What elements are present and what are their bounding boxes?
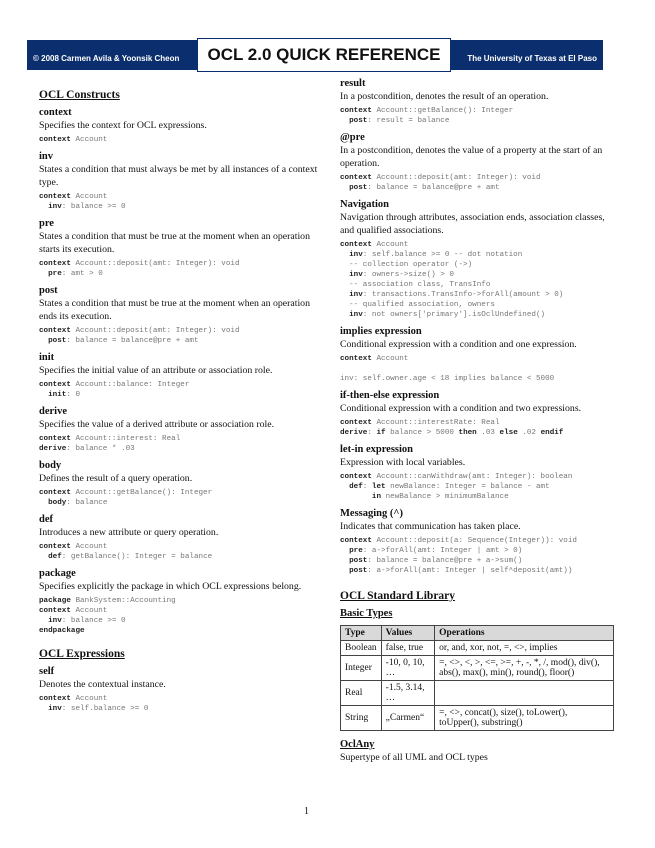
construct-code-example: context Account::balance: Integer init: 0 [39, 381, 190, 399]
expression-code-example: context Account::interestRate: Real derive: if balance > 5000 then .03 else .02 endif [340, 419, 564, 437]
copyright: © 2008 Carmen Avila & Yoonsik Cheon [33, 54, 180, 63]
expression-keyword: if-then-else expression [340, 390, 440, 401]
section-ocl-constructs: OCL Constructs [39, 89, 120, 101]
table-cell: Real [341, 681, 382, 706]
expression-code-example: context Account::canWithdraw(amt: Integer): boolean def: let newBalance: Integer = balance - amt in newBalance > minimumBalance [340, 473, 573, 501]
construct-description: States a condition that must be true at the moment when an operation starts its execution. [39, 231, 310, 255]
table-cell: -1.5, 3.14, … [381, 681, 435, 706]
table-cell: =, <>, <, >, <=, >=, +, -, *, /, mod(), div(), abs(), max(), min(), round(), floor() [435, 656, 614, 681]
expression-keyword: @pre [340, 132, 365, 143]
expression-code-example: context Account inv: self.balance >= 0 -- dot notation -- collection operator (->) inv: owners->size() > 0 -- association class, TransInfo inv: transactions.TransInfo->forAll(amount > 0) -- qualified association, owners inv: not owners['primary'].isOclUndefined() [340, 241, 564, 319]
table-cell: =, <>, concat(), size(), toLower(), toUpper(), substring() [435, 706, 614, 731]
expression-description: Conditional expression with a condition and one expression. [340, 339, 577, 350]
table-cell: -10, 0, 10, … [381, 656, 435, 681]
expression-description: In a postcondition, denotes the value of a property at the start of an operation. [340, 145, 603, 169]
table-cell: String [341, 706, 382, 731]
construct-keyword: post [39, 285, 58, 296]
construct-description: Specifies the value of a derived attribute or association role. [39, 419, 275, 430]
table-cell: false, true [381, 641, 435, 656]
header-bar [27, 40, 603, 70]
subsection-basic-types: Basic Types [340, 608, 393, 619]
construct-description: States a condition that must always be met by all instances of a context type. [39, 164, 318, 188]
table-cell: Integer [341, 656, 382, 681]
construct-code-example: context Account inv: balance >= 0 [39, 193, 126, 211]
construct-keyword: def [39, 514, 53, 525]
section-ocl-expressions: OCL Expressions [39, 648, 125, 660]
expression-code-example: context Account inv: self.balance >= 0 [39, 695, 149, 713]
construct-description: Specifies the initial value of an attribute or association role. [39, 365, 273, 376]
construct-code-example: context Account::deposit(amt: Integer): void pre: amt > 0 [39, 260, 240, 278]
construct-code-example: context Account::deposit(amt: Integer): void post: balance = balance@pre + amt [39, 327, 240, 345]
oclany-desc: Supertype of all UML and OCL types [340, 752, 488, 763]
expression-code-example: context Account::deposit(a: Sequence(Integer)): void pre: a->forAll(amt: Integer | amt > 0) post: balance = balance@pre + a->sum() post: a->forAll(amt: Integer | self^deposit(amt)) [340, 537, 577, 575]
construct-description: Specifies the context for OCL expressions. [39, 120, 207, 131]
construct-keyword: derive [39, 406, 67, 417]
expression-code-example: context Account::deposit(amt: Integer): void post: balance = balance@pre + amt [340, 174, 541, 192]
expression-keyword: result [340, 78, 366, 89]
construct-description: Specifies explicitly the package in which OCL expressions belong. [39, 581, 302, 592]
table-row [341, 706, 614, 731]
expression-description: Denotes the contextual instance. [39, 679, 166, 690]
construct-code-example: package BankSystem::Accounting context Account inv: balance >= 0 endpackage [39, 597, 176, 635]
construct-code-example: context Account::interest: Real derive: balance * .03 [39, 435, 181, 453]
page-title: OCL 2.0 QUICK REFERENCE [197, 38, 451, 72]
section-standard-library: OCL Standard Library [340, 590, 456, 602]
construct-keyword: init [39, 352, 55, 363]
expression-description: Expression with local variables. [340, 457, 466, 468]
right-column [340, 72, 618, 767]
table-row [341, 641, 614, 656]
expression-keyword: let-in expression [340, 444, 414, 455]
expression-description: Indicates that communication has taken place. [340, 521, 521, 532]
expression-description: Conditional expression with a condition and two expressions. [340, 403, 582, 414]
construct-keyword: package [39, 568, 76, 579]
table-cell: Boolean [341, 641, 382, 656]
table-cell [435, 681, 614, 706]
oclany-title: OclAny [340, 739, 375, 750]
university: The University of Texas at El Paso [467, 54, 597, 63]
table-header-cell: Type [341, 626, 382, 641]
construct-description: Defines the result of a query operation. [39, 473, 193, 484]
page-number: 1 [304, 806, 309, 817]
construct-code-example: context Account [39, 136, 108, 144]
construct-code-example: context Account::getBalance(): Integer body: balance [39, 489, 213, 507]
construct-description: States a condition that must be true at the moment when an operation ends its execution. [39, 298, 310, 322]
table-header-cell: Operations [435, 626, 614, 641]
expression-code-example: context Account::getBalance(): Integer post: result = balance [340, 107, 514, 125]
table-cell: or, and, xor, not, =, <>, implies [435, 641, 614, 656]
expression-description: In a postcondition, denotes the result of an operation. [340, 91, 549, 102]
expression-keyword: implies expression [340, 326, 422, 337]
left-column [39, 86, 324, 716]
table-row [341, 656, 614, 681]
expression-code-example: context Account inv: self.owner.age < 18 implies balance < 5000 [340, 355, 555, 383]
expression-keyword: self [39, 666, 55, 677]
table-row [341, 681, 614, 706]
construct-code-example: context Account def: getBalance(): Integer = balance [39, 543, 213, 561]
construct-keyword: context [39, 107, 72, 118]
expression-description: Navigation through attributes, association ends, association classes, and qualified associations. [340, 212, 605, 236]
construct-keyword: body [39, 460, 62, 471]
table-header-cell: Values [381, 626, 435, 641]
basic-types-table [340, 625, 614, 731]
table-cell: „Carmen“ [381, 706, 435, 731]
construct-description: Introduces a new attribute or query operation. [39, 527, 219, 538]
expression-keyword: Navigation [340, 199, 390, 210]
construct-keyword: pre [39, 218, 54, 229]
construct-keyword: inv [39, 151, 54, 162]
expression-keyword: Messaging (^) [340, 508, 403, 519]
